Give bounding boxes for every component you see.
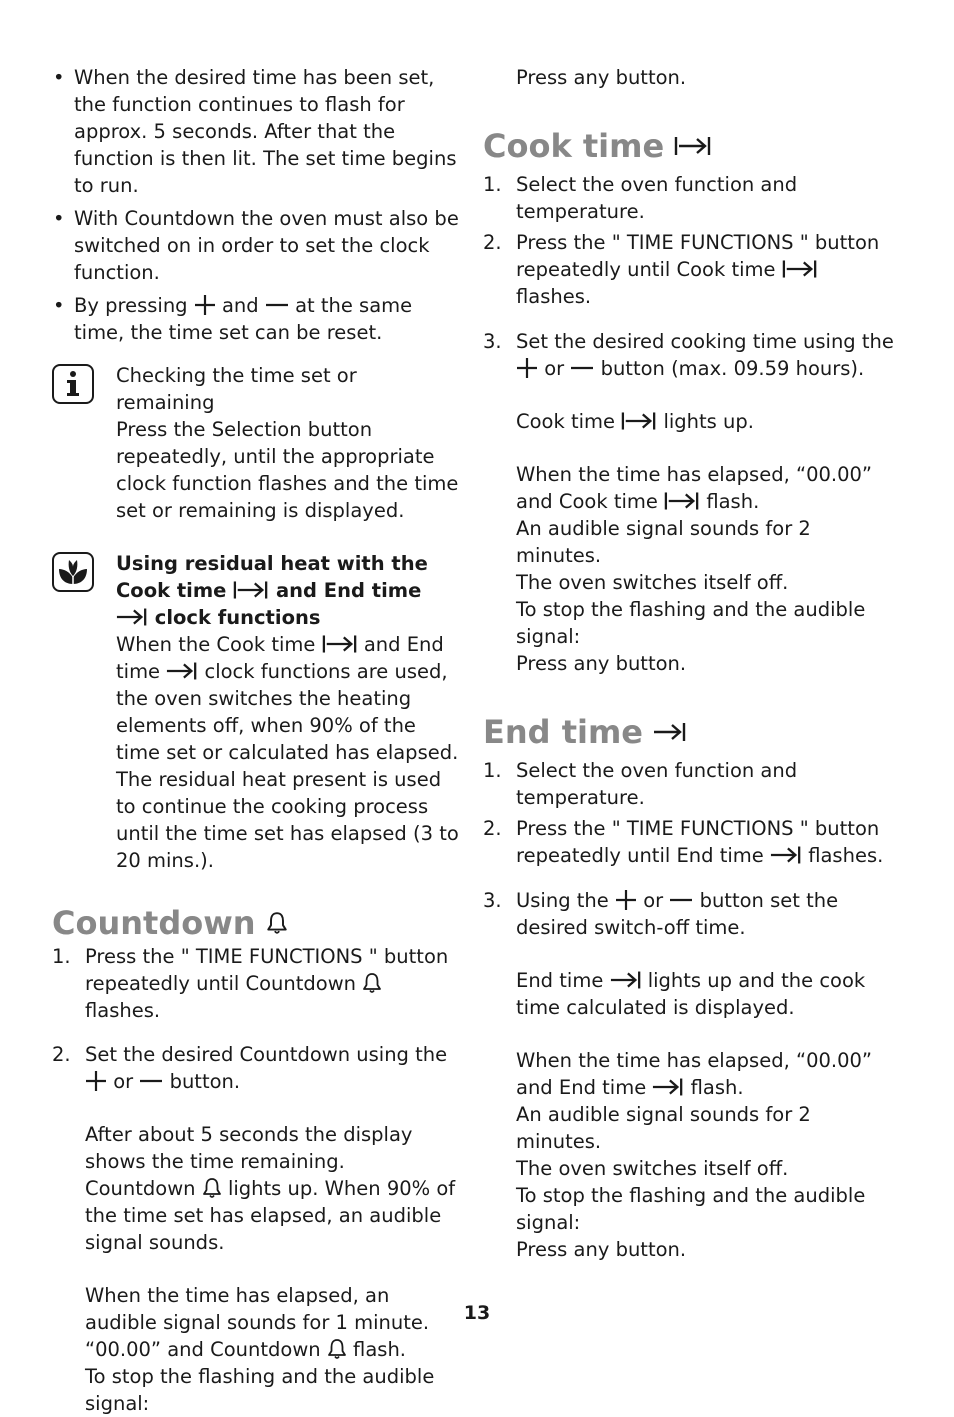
step-item: 3. Set the desired cooking time using the or button (max. 09.59 hours). Cook time lights up. When the time has elapsed, “00.00” and Cook time flash. An audible signal sounds for 2 minutes. The oven switches itself off. To stop the flashing and the audible signal: Press any button. — [483, 330, 894, 675]
bullet-item: • When the desired time has been set, the function continues to flash for approx. 5 seconds. After that the function is then lit. The set time begins to run. — [52, 64, 460, 199]
step-item: 3. Using the or button set the desired switch-off time. End time lights up and the cook time calculated is displayed. When the time has elapsed, “00.00” and End time flash. An audible signal sounds for 2 minutes. The oven switches itself off. To stop the flashing and the audible signal: Press any button. — [483, 887, 895, 1263]
info-icon — [52, 364, 94, 404]
plus-icon — [194, 294, 216, 316]
bell-icon — [266, 911, 288, 935]
plus-icon — [85, 1070, 107, 1092]
countdown-paragraph: When the time has elapsed, an audible signal sounds for 1 minute. “00.00” and Countdown flash. To stop the flashing and the audible signal: — [85, 1284, 435, 1415]
bullet-item: • By pressing and at the same time, the time set can be reset. — [52, 292, 460, 346]
cook-time-icon — [664, 490, 700, 512]
minus-icon — [570, 357, 594, 379]
end-time-heading: End time — [483, 713, 895, 751]
end-time-paragraph: When the time has elapsed, “00.00” and End time flash. An audible signal sounds for 2 minutes. The oven switches itself off. To stop the flashing and the audible signal: Press any button. — [516, 1049, 873, 1261]
bullet-list — [52, 64, 460, 346]
step-item: 1. Select the oven function and temperature. — [483, 173, 798, 223]
step-item: 1. Press the " TIME FUNCTIONS " button repeatedly until Countdown flashes. — [52, 945, 449, 1022]
continued-text: Press any button. — [516, 66, 687, 89]
cook-time-icon — [322, 633, 358, 655]
countdown-paragraph: After about 5 seconds the display shows the time remaining. Countdown lights up. When 90% of the time set has elapsed, an audible signal sounds. — [85, 1123, 456, 1254]
end-time-icon — [166, 660, 198, 682]
minus-icon — [265, 294, 289, 316]
leaf-icon — [52, 552, 94, 592]
end-time-icon — [610, 969, 642, 991]
bell-icon — [362, 972, 382, 994]
end-time-icon — [652, 1076, 684, 1098]
plus-icon — [516, 357, 538, 379]
page-number: 13 — [463, 1302, 491, 1324]
cook-time-icon — [674, 135, 712, 157]
end-time-icon — [116, 606, 148, 628]
bullet-item: • With Countdown the oven must also be switched on in order to set the clock function. — [52, 205, 460, 286]
cook-time-steps — [483, 171, 895, 677]
residual-heat-title: Using residual heat with the Cook time and End time clock functions — [116, 552, 428, 629]
cook-time-icon — [782, 258, 818, 280]
step-item: 1. Select the oven function and temperature. — [483, 759, 798, 809]
residual-heat-note — [52, 550, 460, 874]
cook-time-icon — [621, 410, 657, 432]
minus-icon — [669, 889, 693, 911]
end-time-paragraph: End time lights up and the cook time calculated is displayed. — [516, 969, 866, 1019]
countdown-heading: Countdown — [52, 904, 460, 942]
step-item: 2. Set the desired Countdown using the or button. After about 5 seconds the display shows the time remaining. Countdown lights up. When 90% of the time set has elapsed, an audible signal sounds. When the time has elapsed, an audible signal sounds for 1 minute. “00.00” and Countdown flash. To stop the flashing and the audible signal: — [52, 1041, 460, 1417]
end-time-steps — [483, 757, 895, 1263]
right-column — [483, 64, 895, 1263]
step-item: 2. Press the " TIME FUNCTIONS " button repeatedly until Cook time flashes. — [483, 231, 880, 308]
minus-icon — [139, 1070, 163, 1092]
bell-icon — [202, 1177, 222, 1199]
plus-icon — [615, 889, 637, 911]
cook-time-paragraph: Cook time lights up. — [516, 410, 754, 433]
info-note-line1: Checking the time set or remaining — [116, 364, 357, 414]
residual-heat-body: When the Cook time and End time clock functions are used, the oven switches the heating elements off, when 90% of the time set or calculated has elapsed. The residual heat present is used to continue the cooking process until the time set has elapsed (3 to 20 mins.). — [116, 633, 459, 872]
end-time-icon — [653, 721, 687, 743]
bell-icon — [327, 1338, 347, 1360]
info-note-body: Press the Selection button repeatedly, until the appropriate clock function flashes and the time set or remaining is displayed. — [116, 418, 459, 522]
left-column — [52, 64, 460, 1417]
step-item: 2. Press the " TIME FUNCTIONS " button repeatedly until End time flashes. — [483, 817, 884, 867]
end-time-icon — [770, 844, 802, 866]
cook-time-paragraph: When the time has elapsed, “00.00” and Cook time flash. An audible signal sounds for 2 minutes. The oven switches itself off. To stop the flashing and the audible signal: Press any button. — [516, 463, 873, 675]
cook-time-heading: Cook time — [483, 127, 895, 165]
info-note — [52, 362, 460, 524]
countdown-steps — [52, 943, 460, 1417]
cook-time-icon — [233, 579, 269, 601]
